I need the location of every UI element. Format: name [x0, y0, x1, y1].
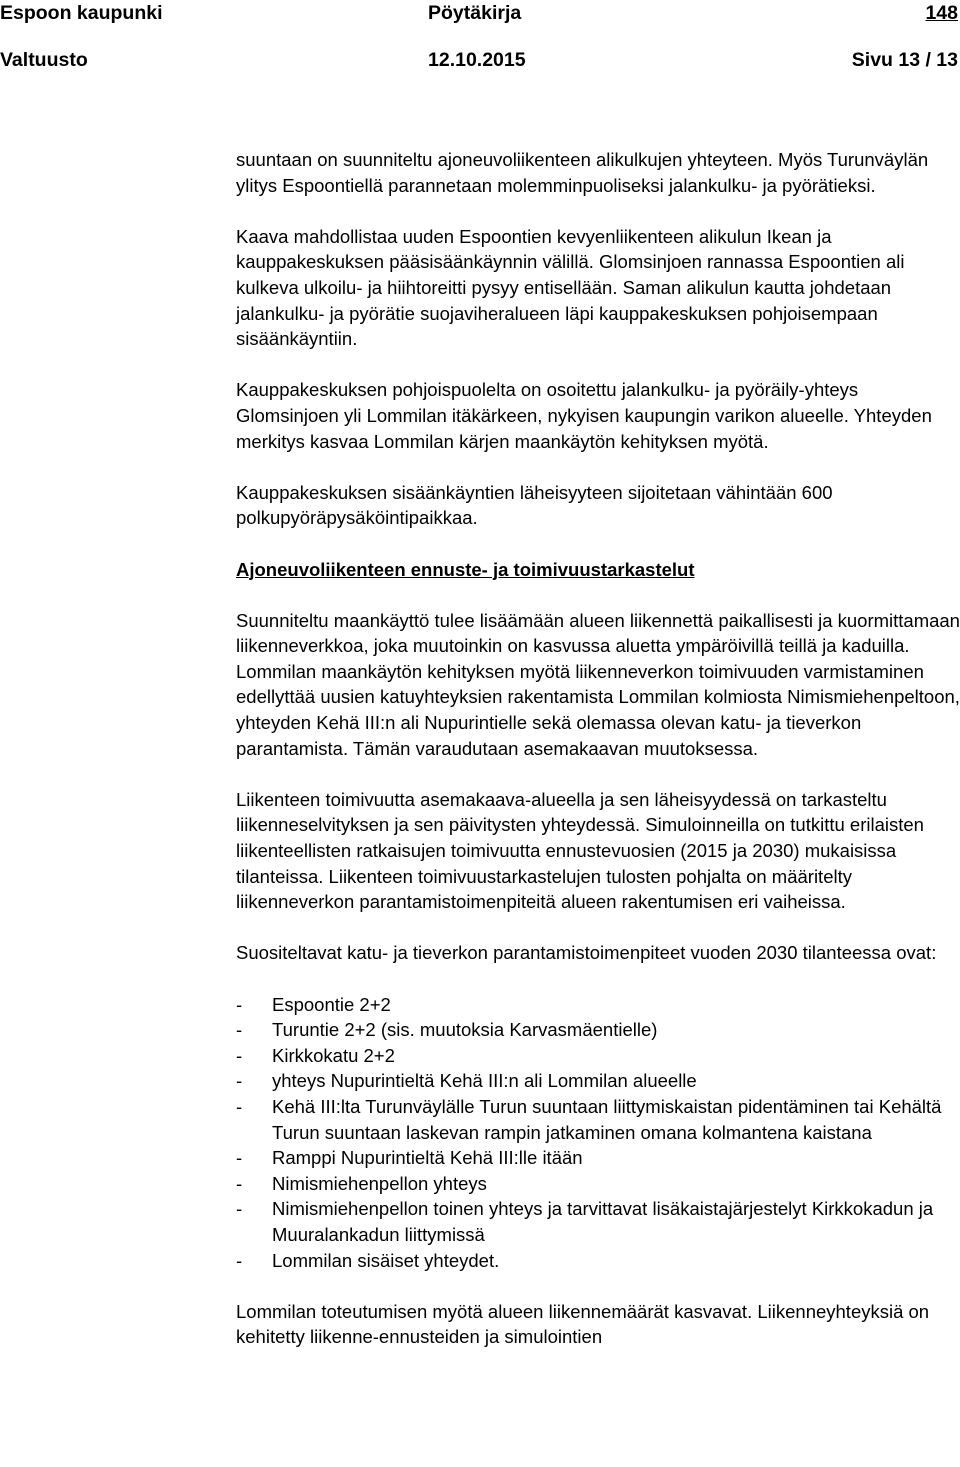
paragraph: Kaava mahdollistaa uuden Espoontien kevyenliikenteen alikulun Ikean ja kauppakeskuksen pääsisäänkäynnin välillä. Glomsinjoen rannassa Espoontien ali kulkeva ulkoilu- ja hiihtoreitti pysyy entisellään. Saman alikulun kautta johdetaan jalankulku- ja pyörätie suojaviheralueen läpi kauppakeskuksen pohjoisempaan sisäänkäyntiin. [236, 225, 905, 350]
document-type: Pöytäkirja [428, 2, 522, 24]
list-marker: - [236, 993, 243, 1015]
measures-list [236, 992, 960, 1274]
paragraph: Lommilan toteutumisen myötä alueen liikennemäärät kasvavat. Liikenneyhteyksiä on kehitetty liikenne-ennusteiden ja simulointien [236, 1300, 930, 1348]
paragraph: Kauppakeskuksen sisäänkäyntien läheisyyteen sijoitetaan vähintään 600 polkupyöräpysäköintipaikkaa. [236, 481, 833, 529]
list-marker: - [236, 1198, 243, 1220]
list-marker: - [236, 1095, 243, 1117]
city-name: Espoon kaupunki [0, 2, 163, 24]
document-body [236, 147, 960, 1376]
meeting-body: Valtuusto [0, 49, 88, 71]
list-marker: - [236, 1019, 243, 1041]
list-marker: - [236, 1044, 243, 1066]
meeting-date: 12.10.2015 [428, 49, 526, 71]
list-item: - Nimismiehenpellon toinen yhteys ja tarvittavat lisäkaistajärjestelyt Kirkkokadun ja Muuralankadun liittymissä [236, 1198, 934, 1245]
list-item: - Espoontie 2+2 [236, 992, 960, 1018]
list-item: - Lommilan sisäiset yhteydet. [236, 1248, 960, 1274]
list-item: - yhteys Nupurintieltä Kehä III:n ali Lommilan alueelle [236, 1068, 960, 1094]
list-item: - Nimismiehenpellon yhteys [236, 1171, 960, 1197]
list-marker: - [236, 1249, 243, 1271]
list-item: - Kirkkokatu 2+2 [236, 1043, 960, 1069]
list-marker: - [236, 1147, 243, 1169]
list-intro: Suositeltavat katu- ja tieverkon parantamistoimenpiteet vuoden 2030 tilanteessa ovat: [236, 942, 937, 964]
paragraph: suuntaan on suunniteltu ajoneuvoliikenteen alikulkujen yhteyteen. Myös Turunväylän ylitys Espoontiellä parannetaan molemminpuoliseksi jalankulku- ja pyörätieksi. [236, 149, 929, 196]
paragraph: Liikenteen toimivuutta asemakaava-alueella ja sen läheisyydessä on tarkasteltu liikenneselvityksen ja sen päivitysten yhteydessä. Simuloinneilla on tutkittu erilaisten liikenteellisten ratkaisujen toimivuutta ennustevuosien (2015 ja 2030) mukaisissa tilanteissa. Liikenteen toimivuustarkastelujen tulosten pohjalta on määritelty liikenneverkon parantamistoimenpiteitä alueen rakentumisen eri vaiheissa. [236, 788, 924, 913]
list-item: - Turuntie 2+2 (sis. muutoksia Karvasmäentielle) [236, 1017, 960, 1043]
list-item: - Kehä III:lta Turunväylälle Turun suuntaan liittymiskaistan pidentäminen tai Kehältä Turun suuntaan laskevan rampin jatkaminen omana kolmantena kaistana [236, 1095, 942, 1143]
list-marker: - [236, 1070, 243, 1092]
section-number: 148 [925, 2, 958, 24]
paragraph: Suunniteltu maankäyttö tulee lisäämään alueen liikennettä paikallisesti ja kuormittamaan liikenneverkkoa, joka muutoinkin on kasvussa aluetta ympäröivillä teillä ja kaduilla. Lommilan maankäytön kehityksen myötä liikenneverkon toimivuuden varmistaminen edellyttää uusien katuyhteyksien rakentamista Lommilan kolmiosta Nimismiehenpeltoon, yhteyden Kehä III:n ali Nupurintielle sekä olemassa olevan katu- ja tieverkon parantamista. Tämän varaudutaan asemakaavan muutoksessa. [236, 609, 960, 759]
header-row-2 [0, 45, 960, 75]
list-item: - Ramppi Nupurintieltä Kehä III:lle itään [236, 1145, 960, 1171]
page-number: Sivu 13 / 13 [851, 49, 958, 71]
list-marker: - [236, 1172, 243, 1194]
header-row-1 [0, 0, 960, 28]
paragraph: Kauppakeskuksen pohjoispuolelta on osoitettu jalankulku- ja pyöräily-yhteys Glomsinjoen yli Lommilan itäkärkeen, nykyisen kaupungin varikon alueelle. Yhteyden merkitys kasvaa Lommilan kärjen maankäytön kehityksen myötä. [236, 379, 932, 452]
section-heading: Ajoneuvoliikenteen ennuste- ja toimivuustarkastelut [236, 558, 695, 580]
